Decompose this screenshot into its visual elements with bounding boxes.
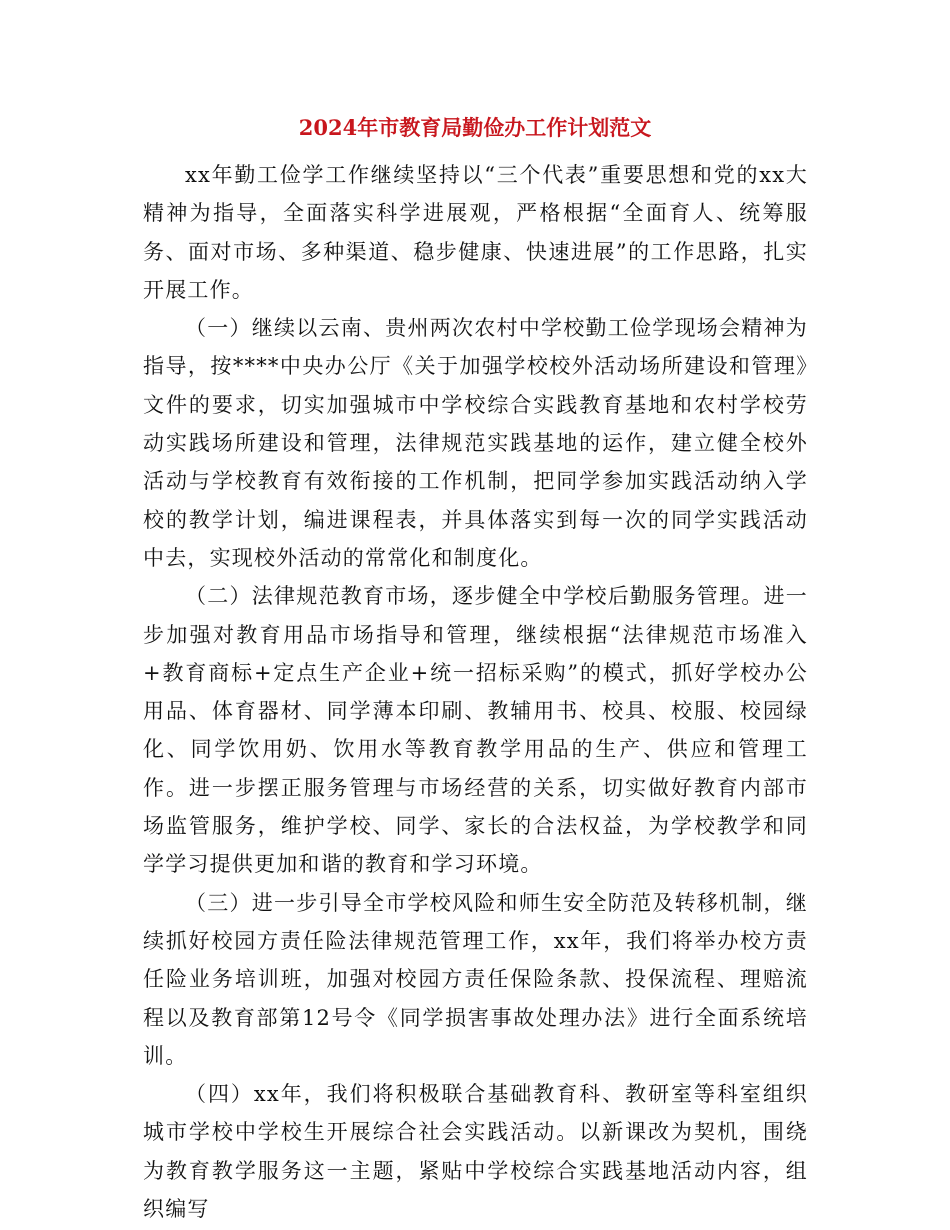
paragraph-section-2: （二）法律规范教育市场，逐步健全中学校后勤服务管理。进一步加强对教育用品市场指导和管理，继续根据“法律规范市场准入+教育商标+定点生产企业+统一招标采购”的模式，抓好学校办公用品、体育器材、同学薄本印刷、教辅用书、校具、校服、校园绿化、同学饮用奶、饮用水等教育教学用品的生产、供应和管理工作。进一步摆正服务管理与市场经营的关系，切实做好教育内部市场监管服务，维护学校、同学、家长的合法权益，为学校教学和同学学习提供更加和谐的教育和学习环境。 bbox=[143, 584, 808, 877]
paragraph-section-4: （四）xx年，我们将积极联合基础教育科、教研室等科室组织城市学校中学校生开展综合社会实践活动。以新课改为契机，围绕为教育教学服务这一主题，紧贴中学校综合实践基地活动内容，组织编写 bbox=[143, 1082, 808, 1222]
paragraph-intro: xx年勤工俭学工作继续坚持以“三个代表”重要思想和党的xx大精神为指导，全面落实科学进展观，严格根据“全面育人、统筹服务、面对市场、多种渠道、稳步健康、快速进展”的工作思路，扎实开展工作。 bbox=[143, 163, 808, 302]
document-body bbox=[143, 156, 808, 1228]
document-title: 2024年市教育局勤俭办工作计划范文 bbox=[298, 115, 652, 140]
paragraph-section-1: （一）继续以云南、贵州两次农村中学校勤工俭学现场会精神为指导，按****中央办公厅《关于加强学校校外活动场所建设和管理》文件的要求，切实加强城市中学校综合实践教育基地和农村学校劳动实践场所建设和管理，法律规范实践基地的运作，建立健全校外活动与学校教育有效衔接的工作机制，把同学参加实践活动纳入学校的教学计划，编进课程表，并具体落实到每一次的同学实践活动中去，实现校外活动的常常化和制度化。 bbox=[143, 316, 808, 570]
paragraph-section-3: （三）进一步引导全市学校风险和师生安全防范及转移机制，继续抓好校园方责任险法律规范管理工作，xx年，我们将举办校方责任险业务培训班，加强对校园方责任保险条款、投保流程、理赔流程以及教育部第12号令《同学损害事故处理办法》进行全面系统培训。 bbox=[143, 890, 808, 1068]
